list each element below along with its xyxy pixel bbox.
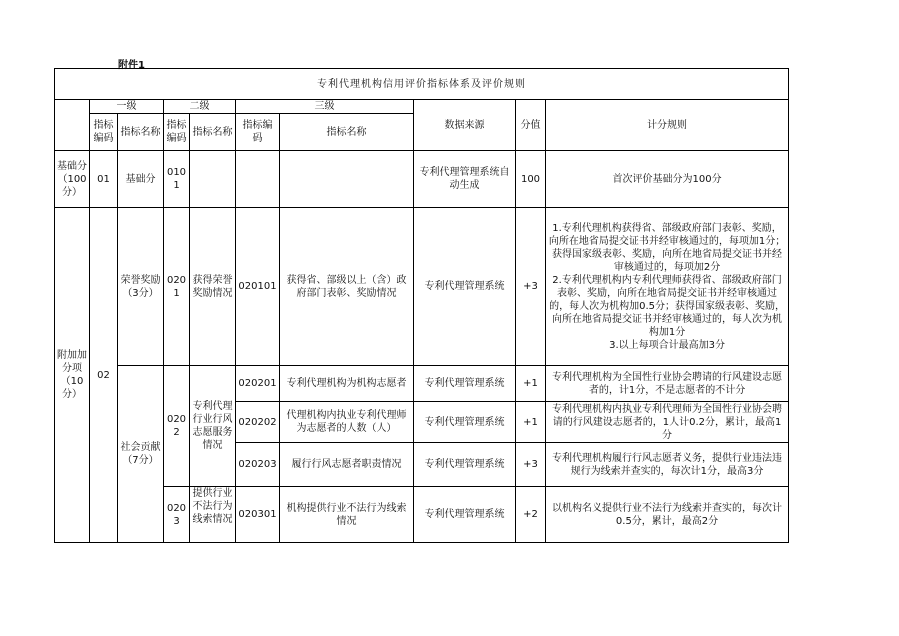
social-itemb-rule [546,487,789,543]
header-data-source: 数据来源 [414,100,516,151]
cell-wrap [238,487,277,542]
header-level2: 二级 [164,100,236,114]
base-l2-name [190,151,236,208]
honor-l3-code: 020101 [236,208,280,366]
social-itemb-l3-name [280,487,414,543]
bonus-category: 附加加分项（10分） [55,208,90,543]
cell-wrap [548,487,786,542]
base-l1-name: 基础分 [118,151,164,208]
base-l3-name [280,151,414,208]
table-title: 专利代理机构信用评价指标体系及评价规则 [55,69,789,100]
base-l2-code: 0101 [164,151,190,208]
social-item3-rule: 专利代理机构履行行风志愿者义务，提供行业违法违规行为线索并查实的，每次计1分，最高3分 [546,443,789,487]
social-itemb-l3-code [236,487,280,543]
header-l3-name: 指标名称 [280,114,414,151]
honor-l2-code: 0201 [164,208,190,366]
social-item1-l3-code: 020201 [236,366,280,402]
table-row [55,487,789,543]
social-l2-name-a: 专利代理行业行风志愿服务情况 [190,366,236,487]
honor-l1-name: 荣誉奖励（3分） [118,208,164,366]
social-item1-source: 专利代理管理系统 [414,366,516,402]
social-l2-code-b [164,487,190,543]
base-l1-code: 01 [90,151,118,208]
base-category: 基础分（100分） [55,151,90,208]
social-item2-score: +1 [516,402,546,443]
social-item2-l3-code: 020202 [236,402,280,443]
honor-l3-name: 获得省、部级以上（含）政府部门表彰、奖励情况 [280,208,414,366]
header-blank [55,100,90,151]
social-itemb-rule-text: 以机构名义提供行业不法行为线索并查实的，每次计0.5分，累计，最高2分 [552,502,783,527]
cell-wrap [166,487,187,542]
honor-rule-3: 3.以上每项合计最高加3分 [609,339,725,351]
base-score: 100 [516,151,546,208]
header-level3: 三级 [236,100,414,114]
social-item1-l3-name: 专利代理机构为机构志愿者 [280,366,414,402]
social-itemb-score-text: +2 [523,509,538,520]
header-score: 分值 [516,100,546,151]
social-item3-l3-code: 020203 [236,443,280,487]
social-l2-name-b-text: 提供行业不法行为线索情况 [192,488,233,525]
social-item3-score: +3 [516,443,546,487]
base-source: 专利代理管理系统自动生成 [414,151,516,208]
table-row [55,366,789,402]
social-itemb-l3-code-text: 020301 [238,509,277,520]
honor-rules [546,208,789,366]
social-item2-source: 专利代理管理系统 [414,402,516,443]
header-level1: 一级 [90,100,164,114]
social-item1-score: +1 [516,366,546,402]
cell-wrap [282,487,411,542]
cell-wrap [518,487,543,542]
social-itemb-source [414,487,516,543]
header-l1-code: 指标编码 [90,114,118,151]
table-row [55,151,789,208]
honor-rule-2: 2.专利代理机构内专利代理师获得省、部级政府部门表彰、奖励，向所在地省局提交证书并经审核通过的，每人次为机构加0.5分；获得国家级表彰、奖励，向所在地省局提交证书并经审核通过的，每人次为机构加1分 [549,274,785,338]
social-itemb-source-text: 专利代理管理系统 [424,509,505,520]
table-row [55,208,789,366]
social-item2-rule: 专利代理机构内执业专利代理师为全国性行业协会聘请的行风建设志愿者的，1人计0.2分，累计，最高1分 [546,402,789,443]
social-l2-name-b [190,487,236,543]
header-l2-code: 指标编码 [164,114,190,151]
attachment-label: 附件1 [118,60,145,71]
honor-rule-1: 1.专利代理机构获得省、部级政府部门表彰、奖励，向所在地省局提交证书并经审核通过的，每项加1分；获得国家级表彰、奖励，向所在地省局提交证书并经审核通过的，每项加2分 [548,222,786,273]
base-l3-code [236,151,280,208]
social-l2-code-a: 0202 [164,366,190,487]
honor-score: +3 [516,208,546,366]
evaluation-index-table [54,68,789,543]
social-l1-name: 社会贡献（7分） [118,366,164,543]
bonus-l1-code: 02 [90,208,118,543]
social-item2-l3-name: 代理机构内执业专利代理师为志愿者的人数（人） [280,402,414,443]
header-l2-name: 指标名称 [190,114,236,151]
header-scoring-rules: 计分规则 [546,100,789,151]
header-l3-code: 指标编码 [236,114,280,151]
cell-wrap [192,487,233,542]
honor-l2-name: 获得荣誉奖励情况 [190,208,236,366]
honor-source: 专利代理管理系统 [414,208,516,366]
header-l1-name: 指标名称 [118,114,164,151]
social-itemb-l3-name-text: 机构提供行业不法行为线索情况 [286,502,407,527]
cell-wrap [416,487,513,542]
social-l2-code-b-text: 0203 [166,502,187,527]
base-rule: 首次评价基础分为100分 [546,151,789,208]
social-item3-l3-name: 履行行风志愿者职责情况 [280,443,414,487]
social-itemb-score [516,487,546,543]
social-item3-source: 专利代理管理系统 [414,443,516,487]
social-item1-rule: 专利代理机构为全国性行业协会聘请的行风建设志愿者的，计1分，不是志愿者的不计分 [546,366,789,402]
